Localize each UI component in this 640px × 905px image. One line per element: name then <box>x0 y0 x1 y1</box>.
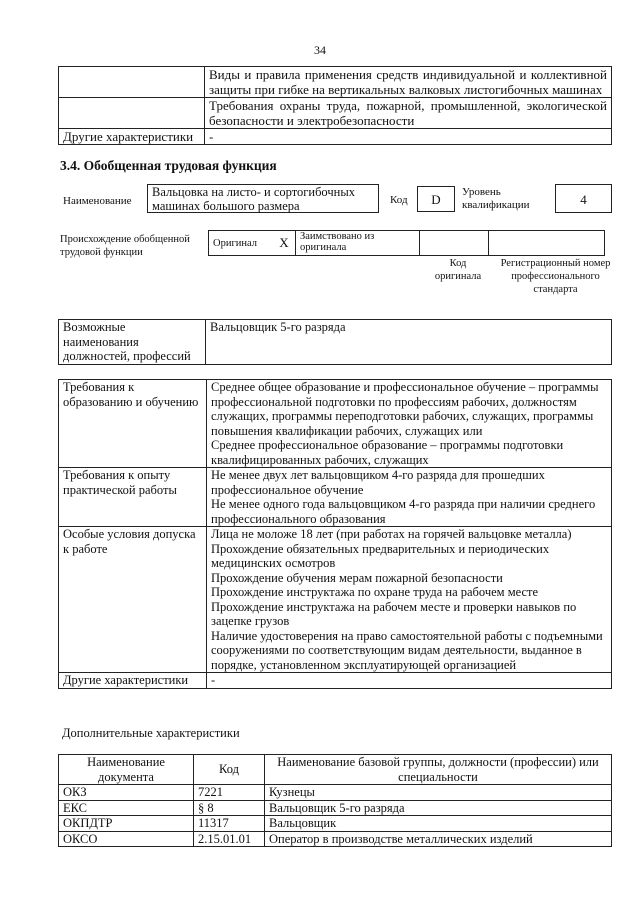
reg-number-caption: Регистрационный номер профессионального стандарта <box>500 258 611 295</box>
row-label <box>59 98 205 129</box>
requirement-item: Лица не моложе 18 лет (при работах на горячей вальцовке металла) <box>211 527 572 541</box>
requirement-item: Наличие удостоверения на право самостоятельной работы с подъемными сооружениями по соответствующим видам деятельности, выданное в порядке, установленном эксплуатирующей организацией <box>211 628 603 672</box>
cell-doc: ОКСО <box>59 831 194 847</box>
requirement-item: Прохождение инструктажа по охране труда на рабочем месте <box>211 585 539 599</box>
positions-value: Вальцовщик 5-го разряда <box>206 320 612 365</box>
positions-table <box>58 319 612 365</box>
original-label: Оригинал <box>209 231 274 256</box>
requirement-item: Не менее одного года вальцовщиком 4-го разряда при наличии среднего профессионального образования <box>211 497 596 526</box>
table-row <box>59 673 612 689</box>
cell-name: Кузнецы <box>265 785 612 801</box>
origin-label-text: Происхождение обобщенной трудовой функции <box>60 234 190 258</box>
continued-table <box>58 66 612 145</box>
requirement-item: Прохождение обязательных предварительных и периодических медицинских осмотров <box>211 541 550 570</box>
origin-label <box>60 233 200 259</box>
header-code: Код <box>194 755 265 785</box>
table-row <box>59 831 612 847</box>
code-original-caption: Код оригинала <box>434 258 482 282</box>
header-doc: Наименование документа <box>59 755 194 785</box>
level-label <box>462 186 534 212</box>
cell-name: Вальцовщик <box>265 816 612 832</box>
table-row <box>59 816 612 832</box>
requirement-value <box>207 527 612 673</box>
table-row <box>59 129 612 145</box>
original-mark: X <box>273 231 296 256</box>
code-label: Код <box>390 194 408 206</box>
code-original-cell <box>420 231 489 256</box>
table-row <box>59 785 612 801</box>
qualification-level: 4 <box>555 184 612 213</box>
requirements-table <box>58 379 612 689</box>
positions-label: Возможные наименования должностей, профессий <box>59 320 206 365</box>
cell-doc: ОКЗ <box>59 785 194 801</box>
table-row <box>209 231 605 256</box>
origin-table <box>208 230 605 256</box>
borrowed-label: Заимствовано из оригинала <box>296 231 420 256</box>
requirement-item: Прохождение инструктажа на рабочем месте и проверки навыков по зацепке грузов <box>211 599 577 628</box>
requirement-value <box>207 673 612 689</box>
row-text: Виды и правила применения средств индивидуальной и коллективной защиты при гибке на вертикальных валковых листогибочных машинах <box>205 67 612 98</box>
header-name: Наименование базовой группы, должности (профессии) или специальности <box>265 755 612 785</box>
requirement-label: Особые условия допуска к работе <box>59 527 207 673</box>
requirement-item: - <box>211 673 216 687</box>
table-header-row <box>59 755 612 785</box>
requirement-label: Требования к образованию и обучению <box>59 380 207 468</box>
page-number: 34 <box>314 43 326 57</box>
cell-name: Вальцовщик 5-го разряда <box>265 800 612 816</box>
level-label-text: Уровень квалификации <box>462 186 530 211</box>
table-row <box>59 67 612 98</box>
row-label <box>59 67 205 98</box>
requirement-value <box>207 380 612 468</box>
requirement-label: Другие характеристики <box>59 673 207 689</box>
additional-title: Дополнительные характеристики <box>62 726 240 740</box>
requirement-item: Среднее общее образование и профессиональное обучение – программы профессиональной подготовки по профессиям рабочих, должностям служащих, программы переподготовки рабочих, служащих, программы повышения квалификации рабочих, служащих или <box>211 380 599 438</box>
function-code: D <box>417 186 455 212</box>
cell-code: 7221 <box>194 785 265 801</box>
requirement-item: Не менее двух лет вальцовщиком 4-го разряда для прошедших профессиональное обучение <box>211 468 545 497</box>
function-name: Вальцовка на листо- и сортогибочных машинах большого размера <box>147 184 379 213</box>
cell-code: § 8 <box>194 800 265 816</box>
table-row <box>59 380 612 468</box>
cell-doc: ЕКС <box>59 800 194 816</box>
cell-code: 2.15.01.01 <box>194 831 265 847</box>
cell-name: Оператор в производстве металлических изделий <box>265 831 612 847</box>
section-title: 3.4. Обобщенная трудовая функция <box>60 158 277 173</box>
requirement-item: Среднее профессиональное образование – программы подготовки квалифицированных рабочих, служащих <box>211 438 564 467</box>
requirement-label: Требования к опыту практической работы <box>59 468 207 527</box>
row-text: Требования охраны труда, пожарной, промышленной, экологической безопасности и электробезопасности <box>205 98 612 129</box>
table-row <box>59 527 612 673</box>
table-row <box>59 98 612 129</box>
row-text: - <box>205 129 612 145</box>
additional-table <box>58 754 612 847</box>
name-label: Наименование <box>63 195 132 207</box>
row-label: Другие характеристики <box>59 129 205 145</box>
cell-code: 11317 <box>194 816 265 832</box>
table-row <box>59 468 612 527</box>
table-row <box>59 320 612 365</box>
requirement-value <box>207 468 612 527</box>
requirement-item: Прохождение обучения мерам пожарной безопасности <box>211 570 503 585</box>
table-row <box>59 800 612 816</box>
cell-doc: ОКПДТР <box>59 816 194 832</box>
reg-number-cell <box>489 231 605 256</box>
